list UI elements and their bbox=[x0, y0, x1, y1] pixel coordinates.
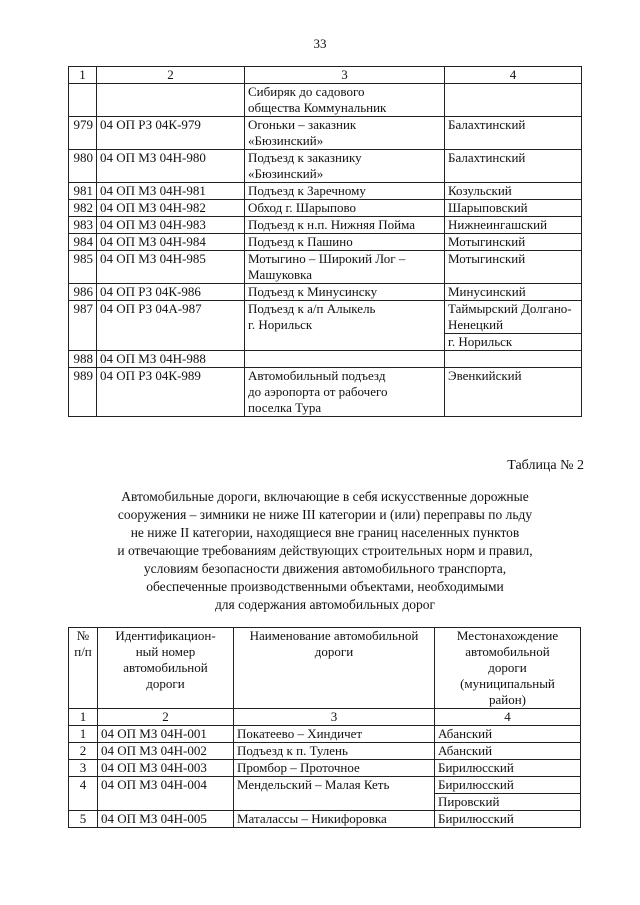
road-name-line: Подъезд к а/п Алыкель bbox=[248, 301, 376, 316]
heading-line: Автомобильные дороги, включающие в себя искусственные дорожные bbox=[121, 489, 529, 504]
road-name-line: до аэропорта от рабочего bbox=[248, 384, 388, 399]
road-id-cell: 04 ОП МЗ 04Н-982 bbox=[97, 200, 245, 217]
road-name-line: общества Коммунальник bbox=[248, 100, 387, 115]
district-cell: Шарыповский bbox=[445, 200, 582, 217]
district-cell: Минусинский bbox=[445, 284, 582, 301]
road-name-line: Мотыгино – Широкий Лог – bbox=[248, 251, 406, 266]
row-number-cell: 5 bbox=[69, 811, 98, 828]
header-line: автомобильной bbox=[465, 644, 550, 659]
table-header-row bbox=[69, 67, 582, 84]
table-row bbox=[69, 726, 581, 743]
road-name-cell: Покатеево – Хиндичет bbox=[234, 726, 435, 743]
row-number-cell: 986 bbox=[69, 284, 97, 301]
column-header bbox=[435, 628, 581, 709]
road-name-cell bbox=[245, 84, 445, 117]
road-id-cell: 04 ОП РЗ 04К-989 bbox=[97, 368, 245, 417]
district-line: Таймырский Долгано- bbox=[448, 301, 572, 316]
district-cell: Балахтинский bbox=[445, 150, 582, 183]
header-line: дороги bbox=[314, 644, 354, 659]
road-id-cell: 04 ОП МЗ 04Н-983 bbox=[97, 217, 245, 234]
district-cell: Бирилюсский bbox=[435, 811, 581, 828]
header-line: дороги bbox=[488, 660, 527, 675]
table-row bbox=[69, 368, 582, 417]
road-id-cell: 04 ОП МЗ 04Н-985 bbox=[97, 251, 245, 284]
road-id-cell: 04 ОП МЗ 04Н-001 bbox=[98, 726, 234, 743]
road-name-line: поселка Тура bbox=[248, 400, 322, 415]
row-number-cell: 3 bbox=[69, 760, 98, 777]
column-number: 4 bbox=[445, 67, 582, 84]
column-number: 4 bbox=[435, 709, 581, 726]
road-name-cell bbox=[245, 368, 445, 417]
header-line: (муниципальный bbox=[460, 676, 555, 691]
roads-table-2 bbox=[68, 627, 581, 828]
table-row bbox=[69, 760, 581, 777]
row-number-cell: 988 bbox=[69, 351, 97, 368]
column-header bbox=[234, 628, 435, 709]
heading-line: и отвечающие требованиям действующих строительных норм и правил, bbox=[117, 543, 533, 558]
section-heading bbox=[60, 488, 590, 614]
road-id-cell: 04 ОП МЗ 04Н-003 bbox=[98, 760, 234, 777]
district-cell: Нижнеингашский bbox=[445, 217, 582, 234]
table-row bbox=[69, 284, 582, 301]
table-row bbox=[69, 234, 582, 251]
road-name-cell bbox=[245, 351, 445, 368]
row-number-cell: 980 bbox=[69, 150, 97, 183]
road-id-cell: 04 ОП МЗ 04Н-981 bbox=[97, 183, 245, 200]
table-header-row bbox=[69, 628, 581, 709]
header-line: ный номер bbox=[135, 644, 196, 659]
table-row bbox=[69, 351, 582, 368]
district-cell: Абанский bbox=[435, 726, 581, 743]
district-cell bbox=[445, 301, 582, 334]
road-name-line: Автомобильный подъезд bbox=[248, 368, 386, 383]
column-header bbox=[98, 628, 234, 709]
row-number-cell: 989 bbox=[69, 368, 97, 417]
table-row bbox=[69, 217, 582, 234]
district-cell: Балахтинский bbox=[445, 117, 582, 150]
header-line: Идентификацион- bbox=[115, 628, 216, 643]
road-id-cell: 04 ОП МЗ 04Н-004 bbox=[98, 777, 234, 811]
column-header bbox=[69, 628, 98, 709]
road-name-cell bbox=[245, 150, 445, 183]
row-number-cell: 2 bbox=[69, 743, 98, 760]
row-number-cell: 1 bbox=[69, 726, 98, 743]
table-numbering-row bbox=[69, 709, 581, 726]
road-id-cell: 04 ОП МЗ 04Н-005 bbox=[98, 811, 234, 828]
road-id-cell bbox=[97, 84, 245, 117]
table-caption: Таблица № 2 bbox=[507, 458, 584, 473]
road-name-cell: Подъезд к Минусинску bbox=[245, 284, 445, 301]
column-number: 3 bbox=[245, 67, 445, 84]
header-line: дороги bbox=[146, 676, 185, 691]
row-number-cell: 985 bbox=[69, 251, 97, 284]
row-number-cell: 984 bbox=[69, 234, 97, 251]
road-id-cell: 04 ОП РЗ 04К-986 bbox=[97, 284, 245, 301]
column-number: 1 bbox=[69, 709, 98, 726]
district-cell: Мотыгинский bbox=[445, 234, 582, 251]
road-id-cell: 04 ОП МЗ 04Н-980 bbox=[97, 150, 245, 183]
road-name-line: Машуковка bbox=[248, 267, 313, 282]
page-number: 33 bbox=[313, 36, 327, 51]
header-line: Местонахождение bbox=[456, 628, 559, 643]
road-name-line: Сибиряк до садового bbox=[248, 84, 365, 99]
heading-line: условиям безопасности движения автомобильного транспорта, bbox=[143, 561, 507, 576]
row-number-cell bbox=[69, 84, 97, 117]
district-cell bbox=[445, 351, 582, 368]
road-name-cell: Подъезд к Заречному bbox=[245, 183, 445, 200]
road-name-cell bbox=[245, 301, 445, 351]
road-name-line: «Бюзинский» bbox=[248, 133, 324, 148]
column-number: 1 bbox=[69, 67, 97, 84]
road-name-line: «Бюзинский» bbox=[248, 166, 324, 181]
row-number-cell: 979 bbox=[69, 117, 97, 150]
header-line: № bbox=[76, 628, 90, 643]
column-number: 3 bbox=[234, 709, 435, 726]
road-name-cell bbox=[245, 117, 445, 150]
district-cell: Абанский bbox=[435, 743, 581, 760]
district-cell: Козульский bbox=[445, 183, 582, 200]
heading-line: не ниже II категории, находящиеся вне границ населенных пунктов bbox=[130, 525, 520, 540]
road-name-cell: Обход г. Шарыпово bbox=[245, 200, 445, 217]
road-id-cell: 04 ОП МЗ 04Н-002 bbox=[98, 743, 234, 760]
road-name-cell bbox=[245, 251, 445, 284]
district-cell: Бирилюсский bbox=[435, 777, 581, 794]
table-row bbox=[69, 301, 582, 334]
road-id-cell: 04 ОП РЗ 04А-987 bbox=[97, 301, 245, 351]
roads-table-continued bbox=[68, 66, 582, 417]
road-name-cell: Промбор – Проточное bbox=[234, 760, 435, 777]
column-number: 2 bbox=[97, 67, 245, 84]
table-row bbox=[69, 150, 582, 183]
heading-line: для содержания автомобильных дорог bbox=[214, 597, 436, 612]
header-line: п/п bbox=[74, 644, 92, 659]
table-row bbox=[69, 251, 582, 284]
road-id-cell: 04 ОП РЗ 04К-979 bbox=[97, 117, 245, 150]
header-line: район) bbox=[488, 692, 526, 707]
row-number-cell: 987 bbox=[69, 301, 97, 351]
district-cell bbox=[445, 84, 582, 117]
road-id-cell: 04 ОП МЗ 04Н-984 bbox=[97, 234, 245, 251]
district-cell: Мотыгинский bbox=[445, 251, 582, 284]
district-cell: Эвенкийский bbox=[445, 368, 582, 417]
district-line: Ненецкий bbox=[448, 317, 504, 332]
table-row bbox=[69, 117, 582, 150]
road-name-cell: Подъезд к п. Тулень bbox=[234, 743, 435, 760]
district-cell: Пировский bbox=[435, 794, 581, 811]
road-name-line: г. Норильск bbox=[248, 317, 313, 332]
district-cell: г. Норильск bbox=[445, 334, 582, 351]
district-cell: Бирилюсский bbox=[435, 760, 581, 777]
road-name-cell: Маталассы – Никифоровка bbox=[234, 811, 435, 828]
table-row-continuation bbox=[69, 84, 582, 117]
column-number: 2 bbox=[98, 709, 234, 726]
road-name-cell: Мендельский – Малая Кеть bbox=[234, 777, 435, 811]
table-row bbox=[69, 743, 581, 760]
heading-line: обеспеченные производственными объектами, необходимыми bbox=[146, 579, 504, 594]
header-line: Наименование автомобильной bbox=[249, 628, 419, 643]
row-number-cell: 983 bbox=[69, 217, 97, 234]
road-name-line: Огоньки – заказник bbox=[248, 117, 357, 132]
table-row bbox=[69, 811, 581, 828]
header-line: автомобильной bbox=[123, 660, 208, 675]
road-id-cell: 04 ОП МЗ 04Н-988 bbox=[97, 351, 245, 368]
road-name-line: Подъезд к заказнику bbox=[248, 150, 362, 165]
table-row bbox=[69, 777, 581, 794]
road-name-cell: Подъезд к Пашино bbox=[245, 234, 445, 251]
table-row bbox=[69, 183, 582, 200]
row-number-cell: 982 bbox=[69, 200, 97, 217]
table-row bbox=[69, 200, 582, 217]
row-number-cell: 981 bbox=[69, 183, 97, 200]
heading-line: сооружения – зимники не ниже III категории и (или) переправы по льду bbox=[117, 507, 533, 522]
row-number-cell: 4 bbox=[69, 777, 98, 811]
road-name-cell: Подъезд к н.п. Нижняя Пойма bbox=[245, 217, 445, 234]
